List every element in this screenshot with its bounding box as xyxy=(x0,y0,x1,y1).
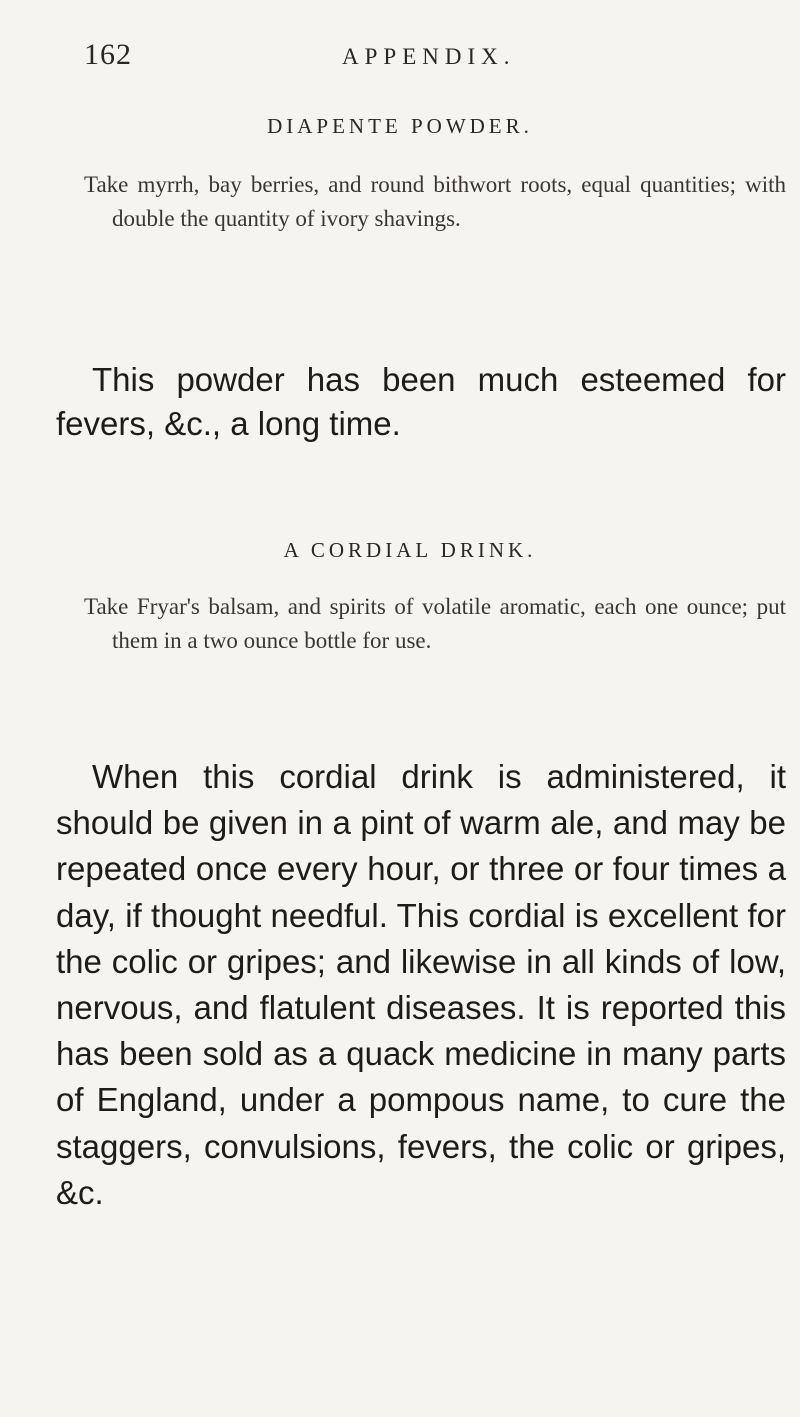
note-diapente-powder: This powder has been much esteemed for fevers, &c., a long time. xyxy=(56,361,786,442)
running-head xyxy=(84,38,760,78)
note-cordial-drink: When this cordial drink is administered, it should be given in a pint of warm ale, and may be repeated once every hour, or three or four times a day, if thought needful. This cordial is excellent for the colic or gripes; and likewise in all kinds of low, nervous, and flatulent diseases. It is reported this has been sold as a quack medicine in many parts of England, under a pompous name, to cure the staggers, convulsions, fevers, the colic or gripes, &c. xyxy=(56,758,786,1211)
recipe-cordial-drink: Take Fryar's balsam, and spirits of volatile aromatic, each one ounce; put them in a two ounce bottle for use. xyxy=(84,594,786,653)
page-number: 162 xyxy=(84,38,132,71)
section-title-cordial-drink: A CORDIAL DRINK. xyxy=(283,538,537,562)
recipe-diapente-powder: Take myrrh, bay berries, and round bithwort roots, equal quantities; with double the quantity of ivory shavings. xyxy=(84,172,786,231)
section-title-diapente-powder: DIAPENTE POWDER. xyxy=(267,114,533,138)
running-title: APPENDIX. xyxy=(342,44,516,69)
